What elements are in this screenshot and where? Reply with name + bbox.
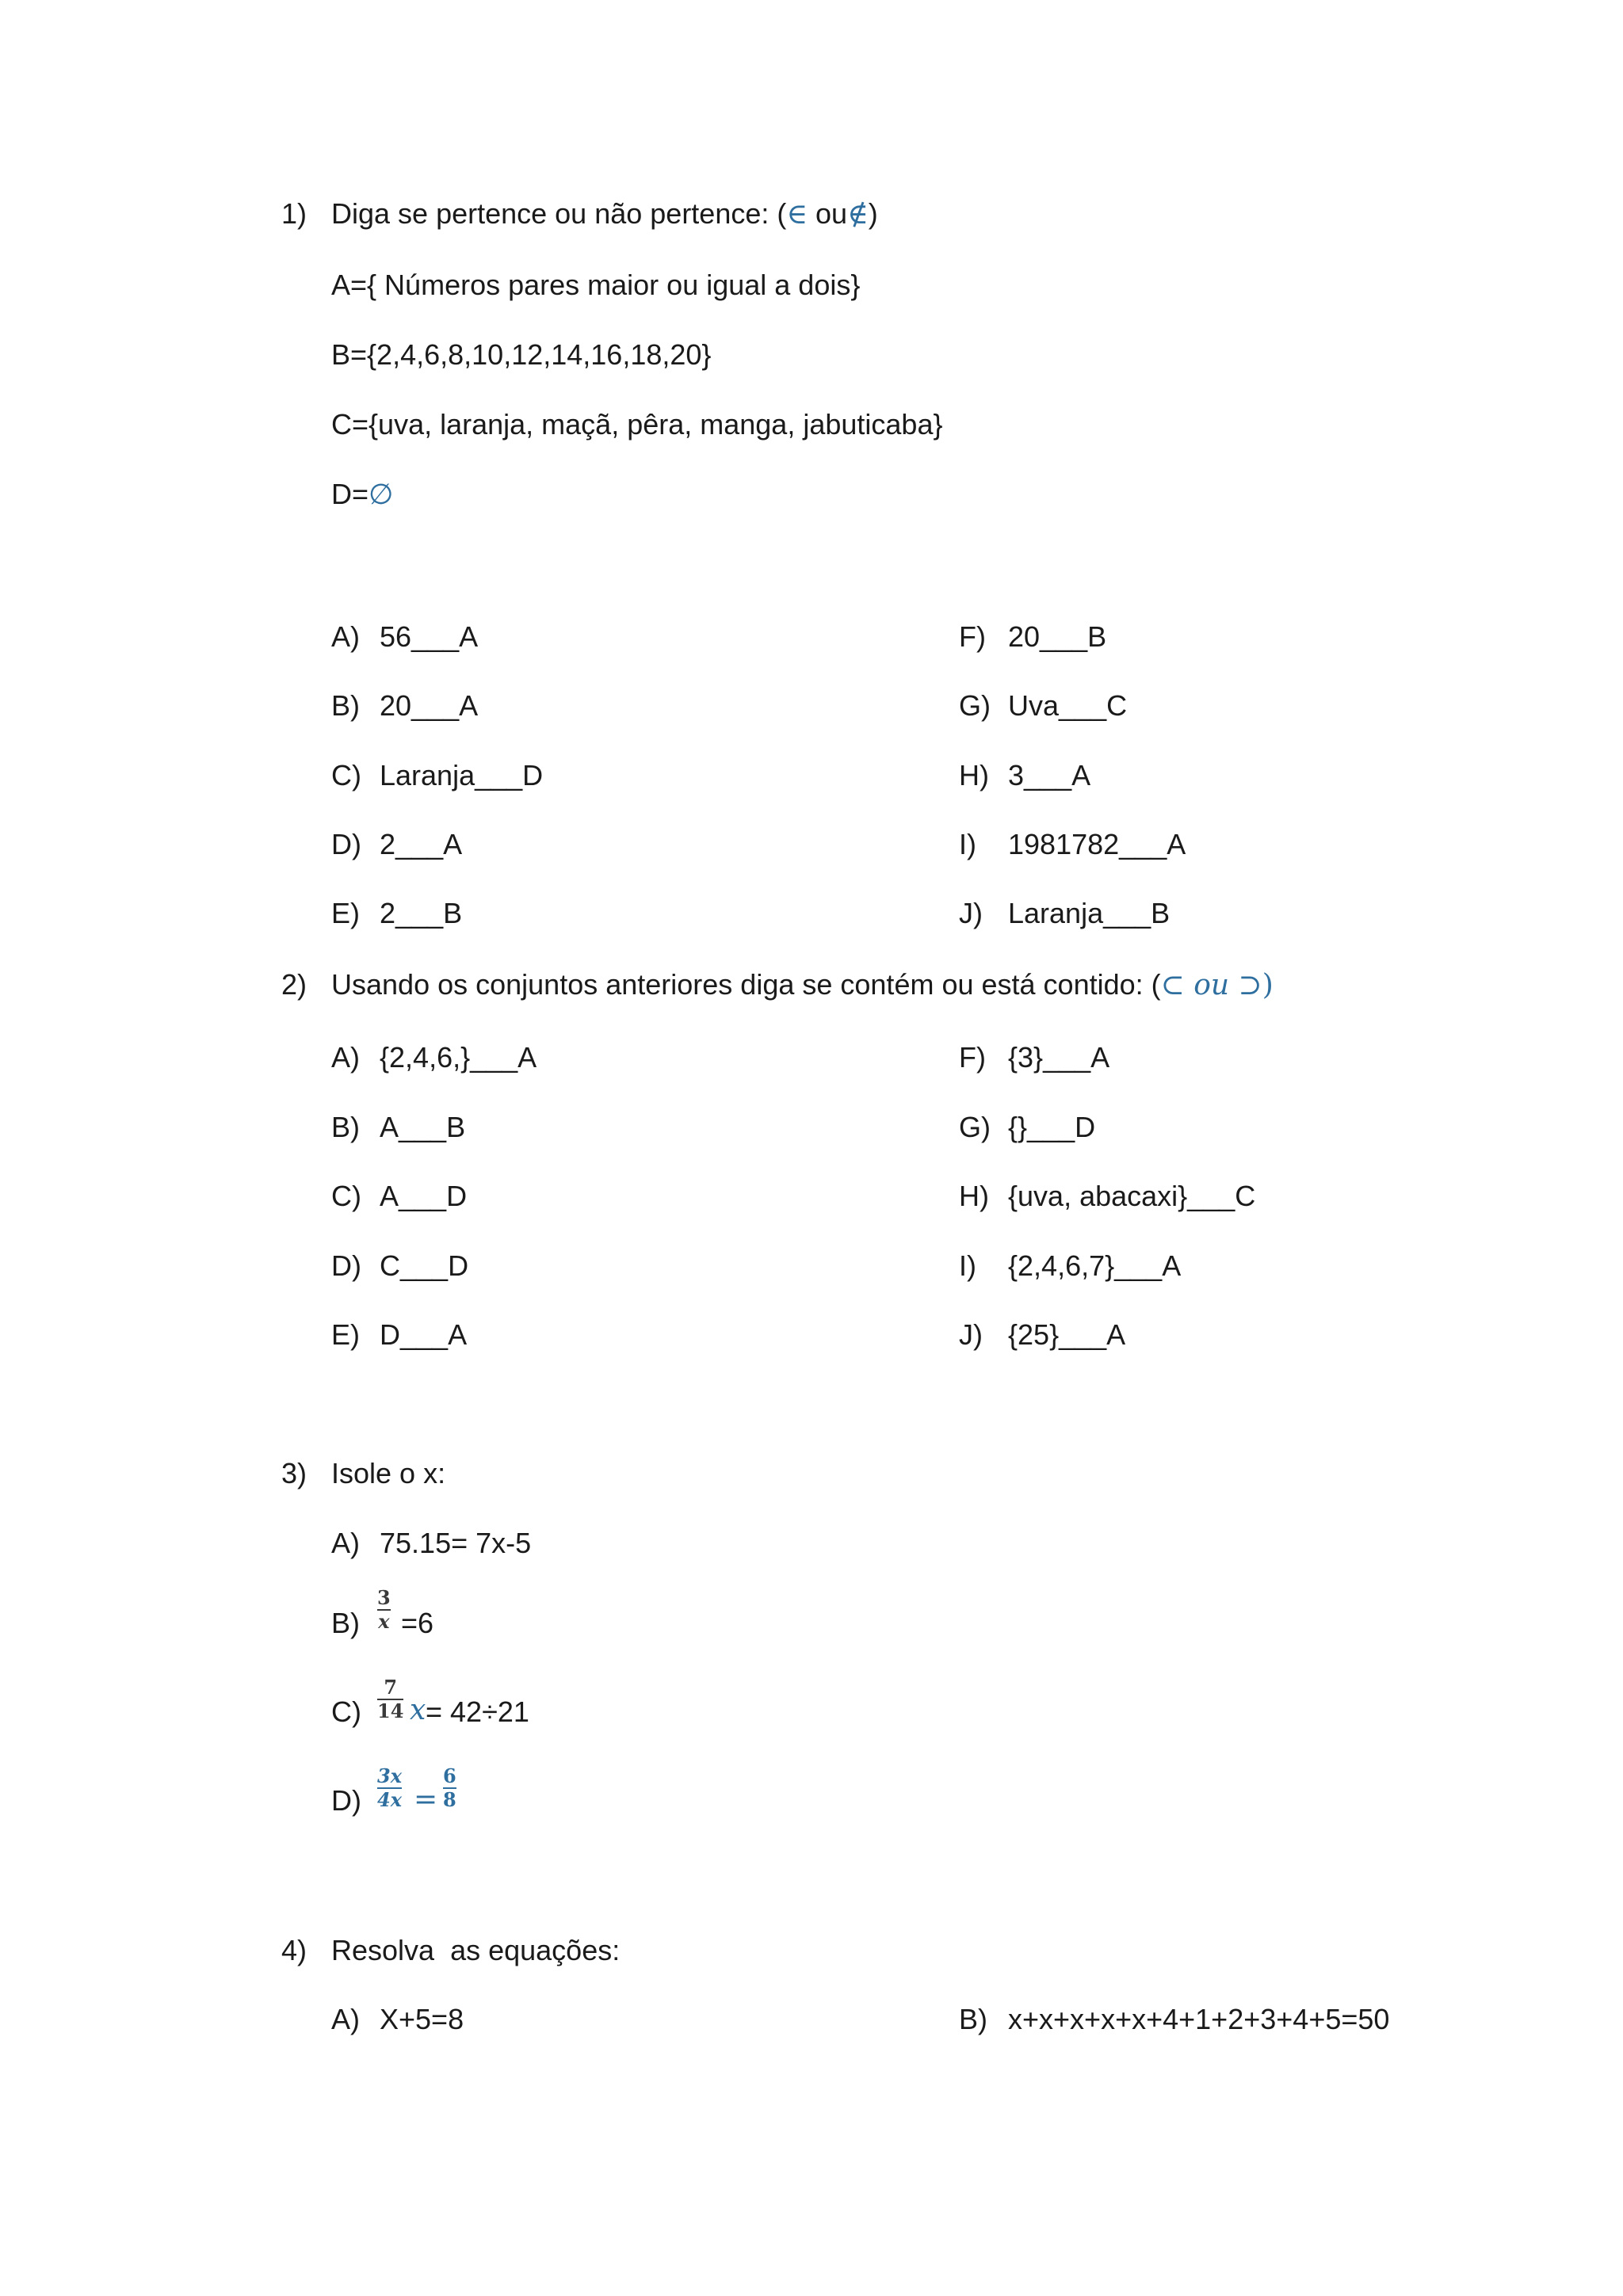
q3-item-rest: = 42÷21 bbox=[426, 1695, 529, 1728]
q2-item-text: {2,4,6,7}___A bbox=[1008, 1249, 1182, 1282]
q2-item-label: H) bbox=[959, 1180, 989, 1212]
q2-item-label: D) bbox=[331, 1249, 361, 1282]
question-4-title: Resolva as equações: bbox=[331, 1934, 621, 1966]
q1-item-label: I) bbox=[959, 828, 976, 860]
empty-set-symbol: ∅ bbox=[369, 479, 394, 511]
q2-item-text: {3}___A bbox=[1008, 1041, 1110, 1074]
q2-item-label: B) bbox=[331, 1111, 360, 1143]
subset-superset-symbols: ⊂ ou ⊃ bbox=[1160, 969, 1262, 1001]
q1-item-text: 2___A bbox=[380, 828, 463, 860]
question-1-number: 1) bbox=[281, 197, 307, 230]
q1-item-label: C) bbox=[331, 759, 361, 791]
q2-item-text: A___B bbox=[380, 1111, 466, 1143]
fraction-numerator: 3x bbox=[377, 1764, 403, 1787]
fraction-denominator: 4x bbox=[377, 1788, 403, 1811]
q1-item-label: H) bbox=[959, 759, 989, 791]
q1-item-label: B) bbox=[331, 689, 360, 722]
fraction-denominator: 14 bbox=[377, 1699, 404, 1722]
q3-item-rest: =6 bbox=[401, 1607, 434, 1639]
q1-item-label: G) bbox=[959, 689, 991, 722]
equals-sign: = bbox=[414, 1783, 438, 1816]
q4-item-text: x+x+x+x+x+4+1+2+3+4+5=50 bbox=[1008, 2003, 1390, 2035]
q1-item-text: Uva___C bbox=[1008, 689, 1128, 722]
q1-item-text: Laranja___B bbox=[1008, 897, 1170, 929]
fraction-denominator: x bbox=[378, 1610, 390, 1633]
q2-item-label: G) bbox=[959, 1111, 991, 1143]
q3-item-label: B) bbox=[331, 1607, 360, 1639]
q1-item-label: D) bbox=[331, 828, 361, 860]
close-paren: ) bbox=[1262, 969, 1274, 1001]
q1-item-text: 2___B bbox=[380, 897, 463, 929]
question-4-number: 4) bbox=[281, 1934, 307, 1966]
question-2-title bbox=[331, 967, 1274, 1003]
set-d-label: D= bbox=[331, 478, 369, 510]
element-of-symbol: ∈ bbox=[786, 198, 808, 231]
q2-item-text: {25}___A bbox=[1008, 1318, 1126, 1351]
question-3-title: Isole o x: bbox=[331, 1457, 446, 1489]
not-element-of-symbol: ∉ bbox=[847, 198, 869, 231]
q2-item-label: I) bbox=[959, 1249, 976, 1282]
q3-item-label: A) bbox=[331, 1527, 360, 1559]
fraction-3x-over-4x bbox=[377, 1766, 402, 1810]
q1-item-text: 1981782___A bbox=[1008, 828, 1186, 860]
q2-item-text: D___A bbox=[380, 1318, 468, 1351]
fraction-7-over-14 bbox=[377, 1677, 403, 1722]
q1-item-label: J) bbox=[959, 897, 983, 929]
variable-x: x bbox=[410, 1694, 426, 1726]
q1-item-label: E) bbox=[331, 897, 360, 929]
q2-item-label: C) bbox=[331, 1180, 361, 1212]
set-c-definition: C={uva, laranja, maçã, pêra, manga, jabuticaba} bbox=[331, 408, 943, 441]
or-text: ou bbox=[808, 197, 848, 230]
q1-item-label: A) bbox=[331, 620, 360, 653]
q3-item-text: 75.15= 7x-5 bbox=[380, 1527, 532, 1559]
question-1-text: Diga se pertence ou não pertence: ( bbox=[331, 197, 787, 230]
q1-item-text: 3___A bbox=[1008, 759, 1091, 791]
fraction-numerator: 6 bbox=[443, 1764, 456, 1787]
q2-item-label: A) bbox=[331, 1041, 360, 1074]
fraction-numerator: 3 bbox=[377, 1586, 391, 1609]
q1-item-text: 20___A bbox=[380, 689, 479, 722]
q2-item-label: E) bbox=[331, 1318, 360, 1351]
question-1-title bbox=[331, 196, 878, 232]
q2-item-label: F) bbox=[959, 1041, 986, 1074]
fraction-denominator: 8 bbox=[443, 1788, 456, 1811]
q2-item-text: {}___D bbox=[1008, 1111, 1096, 1143]
q4-item-label: A) bbox=[331, 2003, 360, 2035]
set-b-definition: B={2,4,6,8,10,12,14,16,18,20} bbox=[331, 338, 712, 371]
q2-item-text: C___D bbox=[380, 1249, 469, 1282]
q3-item-label: C) bbox=[331, 1695, 361, 1728]
q2-item-text: {2,4,6,}___A bbox=[380, 1041, 537, 1074]
q4-item-text: X+5=8 bbox=[380, 2003, 464, 2035]
q2-item-text: A___D bbox=[380, 1180, 468, 1212]
question-2-number: 2) bbox=[281, 968, 307, 1001]
q1-item-text: 56___A bbox=[380, 620, 479, 653]
question-2-text: Usando os conjuntos anteriores diga se contém ou está contido: ( bbox=[331, 968, 1161, 1001]
q2-item-text: {uva, abacaxi}___C bbox=[1008, 1180, 1256, 1212]
fraction-numerator: 7 bbox=[384, 1676, 398, 1699]
q4-item-label: B) bbox=[959, 2003, 987, 2035]
q1-item-label: F) bbox=[959, 620, 986, 653]
q3-item-label: D) bbox=[331, 1784, 361, 1817]
fraction-3-over-x bbox=[377, 1588, 391, 1632]
q1-item-text: Laranja___D bbox=[380, 759, 544, 791]
set-a-definition: A={ Números pares maior ou igual a dois} bbox=[331, 269, 861, 301]
set-d-definition bbox=[331, 477, 393, 513]
q1-item-text: 20___B bbox=[1008, 620, 1107, 653]
q2-item-label: J) bbox=[959, 1318, 983, 1351]
fraction-6-over-8 bbox=[443, 1766, 456, 1810]
question-3-number: 3) bbox=[281, 1457, 307, 1489]
close-paren: ) bbox=[868, 197, 878, 230]
